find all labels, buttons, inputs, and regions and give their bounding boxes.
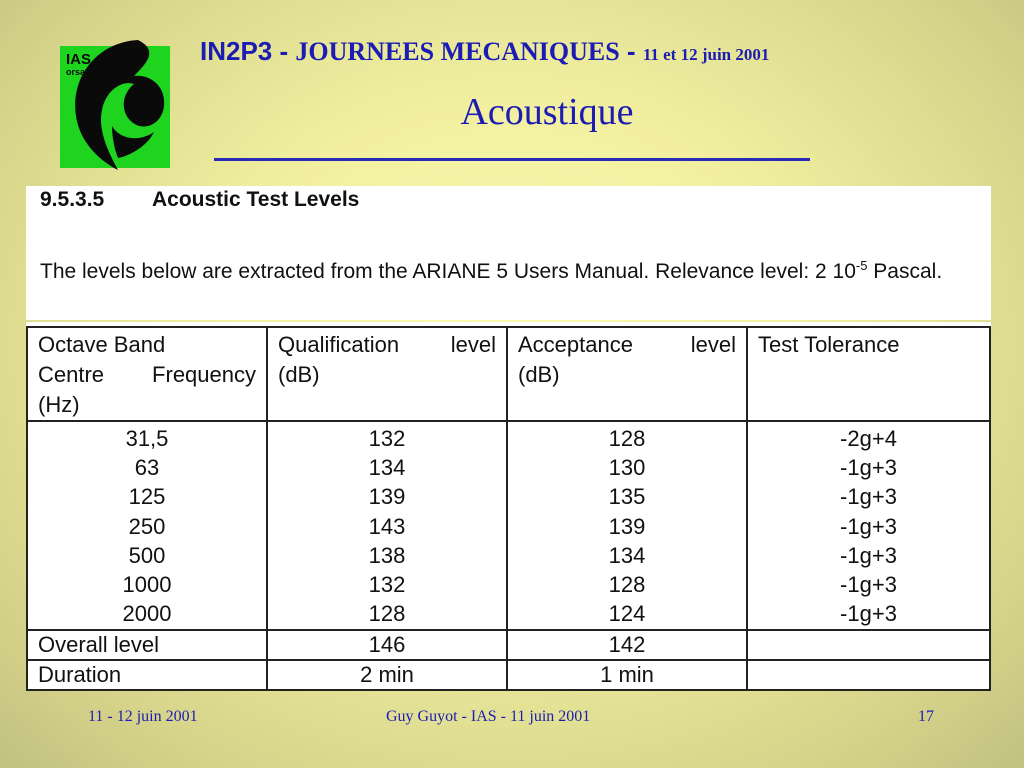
footer-date: 11 - 12 juin 2001 <box>88 708 198 725</box>
event-dates: 11 et 12 juin 2001 <box>642 45 770 64</box>
header-line: Qualification level <box>278 332 496 357</box>
table-cell: -1g+3 <box>840 601 897 627</box>
table-cell: -2g+4 <box>840 426 897 451</box>
table-cell <box>747 660 990 690</box>
document-excerpt <box>26 186 991 320</box>
slide-subtitle: Acoustique <box>460 91 634 133</box>
table-cell: 135 <box>608 484 646 510</box>
table-cell: 2 min <box>267 660 507 690</box>
table-header-row <box>27 327 990 421</box>
table-cell: Overall level <box>27 630 267 660</box>
tolerance-column <box>747 421 990 630</box>
table-cell: 132 <box>368 426 406 451</box>
table-cell: 132 <box>368 572 406 598</box>
table-cell: 250 <box>128 513 166 539</box>
header-line: (Hz) <box>38 392 80 417</box>
table-cell: 134 <box>368 455 406 481</box>
table-cell: -1g+3 <box>840 484 897 510</box>
svg-text:orsay: orsay <box>66 67 91 77</box>
table-cell: 134 <box>608 542 646 568</box>
header-octave-band <box>27 327 267 421</box>
table-cell: 146 <box>267 630 507 660</box>
header-line: Test Tolerance <box>758 332 900 357</box>
frequency-column <box>27 421 267 630</box>
table-cell: 2000 <box>122 601 172 627</box>
table-cell: Duration <box>27 660 267 690</box>
header-line: (dB) <box>278 362 320 387</box>
overall-level-row <box>27 630 990 660</box>
table-cell: 142 <box>507 630 747 660</box>
table-cell: 128 <box>608 426 646 451</box>
header-separator: - <box>272 36 296 66</box>
table-cell: 63 <box>134 455 160 481</box>
table-cell: 124 <box>608 601 646 627</box>
header-line: (dB) <box>518 362 560 387</box>
section-heading <box>40 188 359 212</box>
table-data-row <box>27 421 990 630</box>
slide-header <box>200 36 960 67</box>
header-qualification-level <box>267 327 507 421</box>
header-test-tolerance <box>747 327 990 421</box>
header-line: Octave Band <box>38 332 166 357</box>
title-underline <box>214 158 810 161</box>
header-line: Acceptance level <box>518 332 736 357</box>
paragraph-end: Pascal. <box>867 260 943 283</box>
qualification-column <box>267 421 507 630</box>
table-cell: 128 <box>368 601 406 627</box>
table-cell: 139 <box>368 484 406 510</box>
acoustic-levels-table <box>26 326 991 691</box>
footer-author: Guy Guyot - IAS - 11 juin 2001 <box>386 708 591 725</box>
table-cell: 31,5 <box>125 426 169 451</box>
paragraph-main: The levels below are extracted from the ARIANE 5 Users Manual. Relevance level: 2 10 <box>40 260 856 283</box>
svg-text:IAS: IAS <box>66 51 92 68</box>
header-separator-2: - <box>619 36 643 66</box>
section-paragraph <box>40 258 985 285</box>
header-acceptance-level <box>507 327 747 421</box>
duration-row <box>27 660 990 690</box>
table-cell: 1 min <box>507 660 747 690</box>
table-cell <box>747 630 990 660</box>
table-cell: -1g+3 <box>840 542 897 568</box>
table-cell: 500 <box>128 542 166 568</box>
event-name: JOURNEES MECANIQUES <box>295 37 620 66</box>
table-cell: 125 <box>128 484 166 510</box>
table-cell: -1g+3 <box>840 455 897 481</box>
table-cell: 128 <box>608 572 646 598</box>
acoustic-levels-table-wrapper <box>26 322 991 690</box>
table-cell: 130 <box>608 455 646 481</box>
paragraph-exponent: -5 <box>855 258 868 273</box>
acceptance-column <box>507 421 747 630</box>
org-name: IN2P3 <box>200 36 273 66</box>
table-cell: 1000 <box>122 572 172 598</box>
slide-number: 17 <box>918 708 934 725</box>
table-cell: -1g+3 <box>840 513 897 539</box>
table-cell: 143 <box>368 513 406 539</box>
header-line: Centre Frequency <box>38 362 256 387</box>
table-cell: 139 <box>608 513 646 539</box>
table-cell: -1g+3 <box>840 572 897 598</box>
section-title: Acoustic Test Levels <box>152 188 360 211</box>
section-number: 9.5.3.5 <box>40 188 105 211</box>
table-cell: 138 <box>368 542 406 568</box>
